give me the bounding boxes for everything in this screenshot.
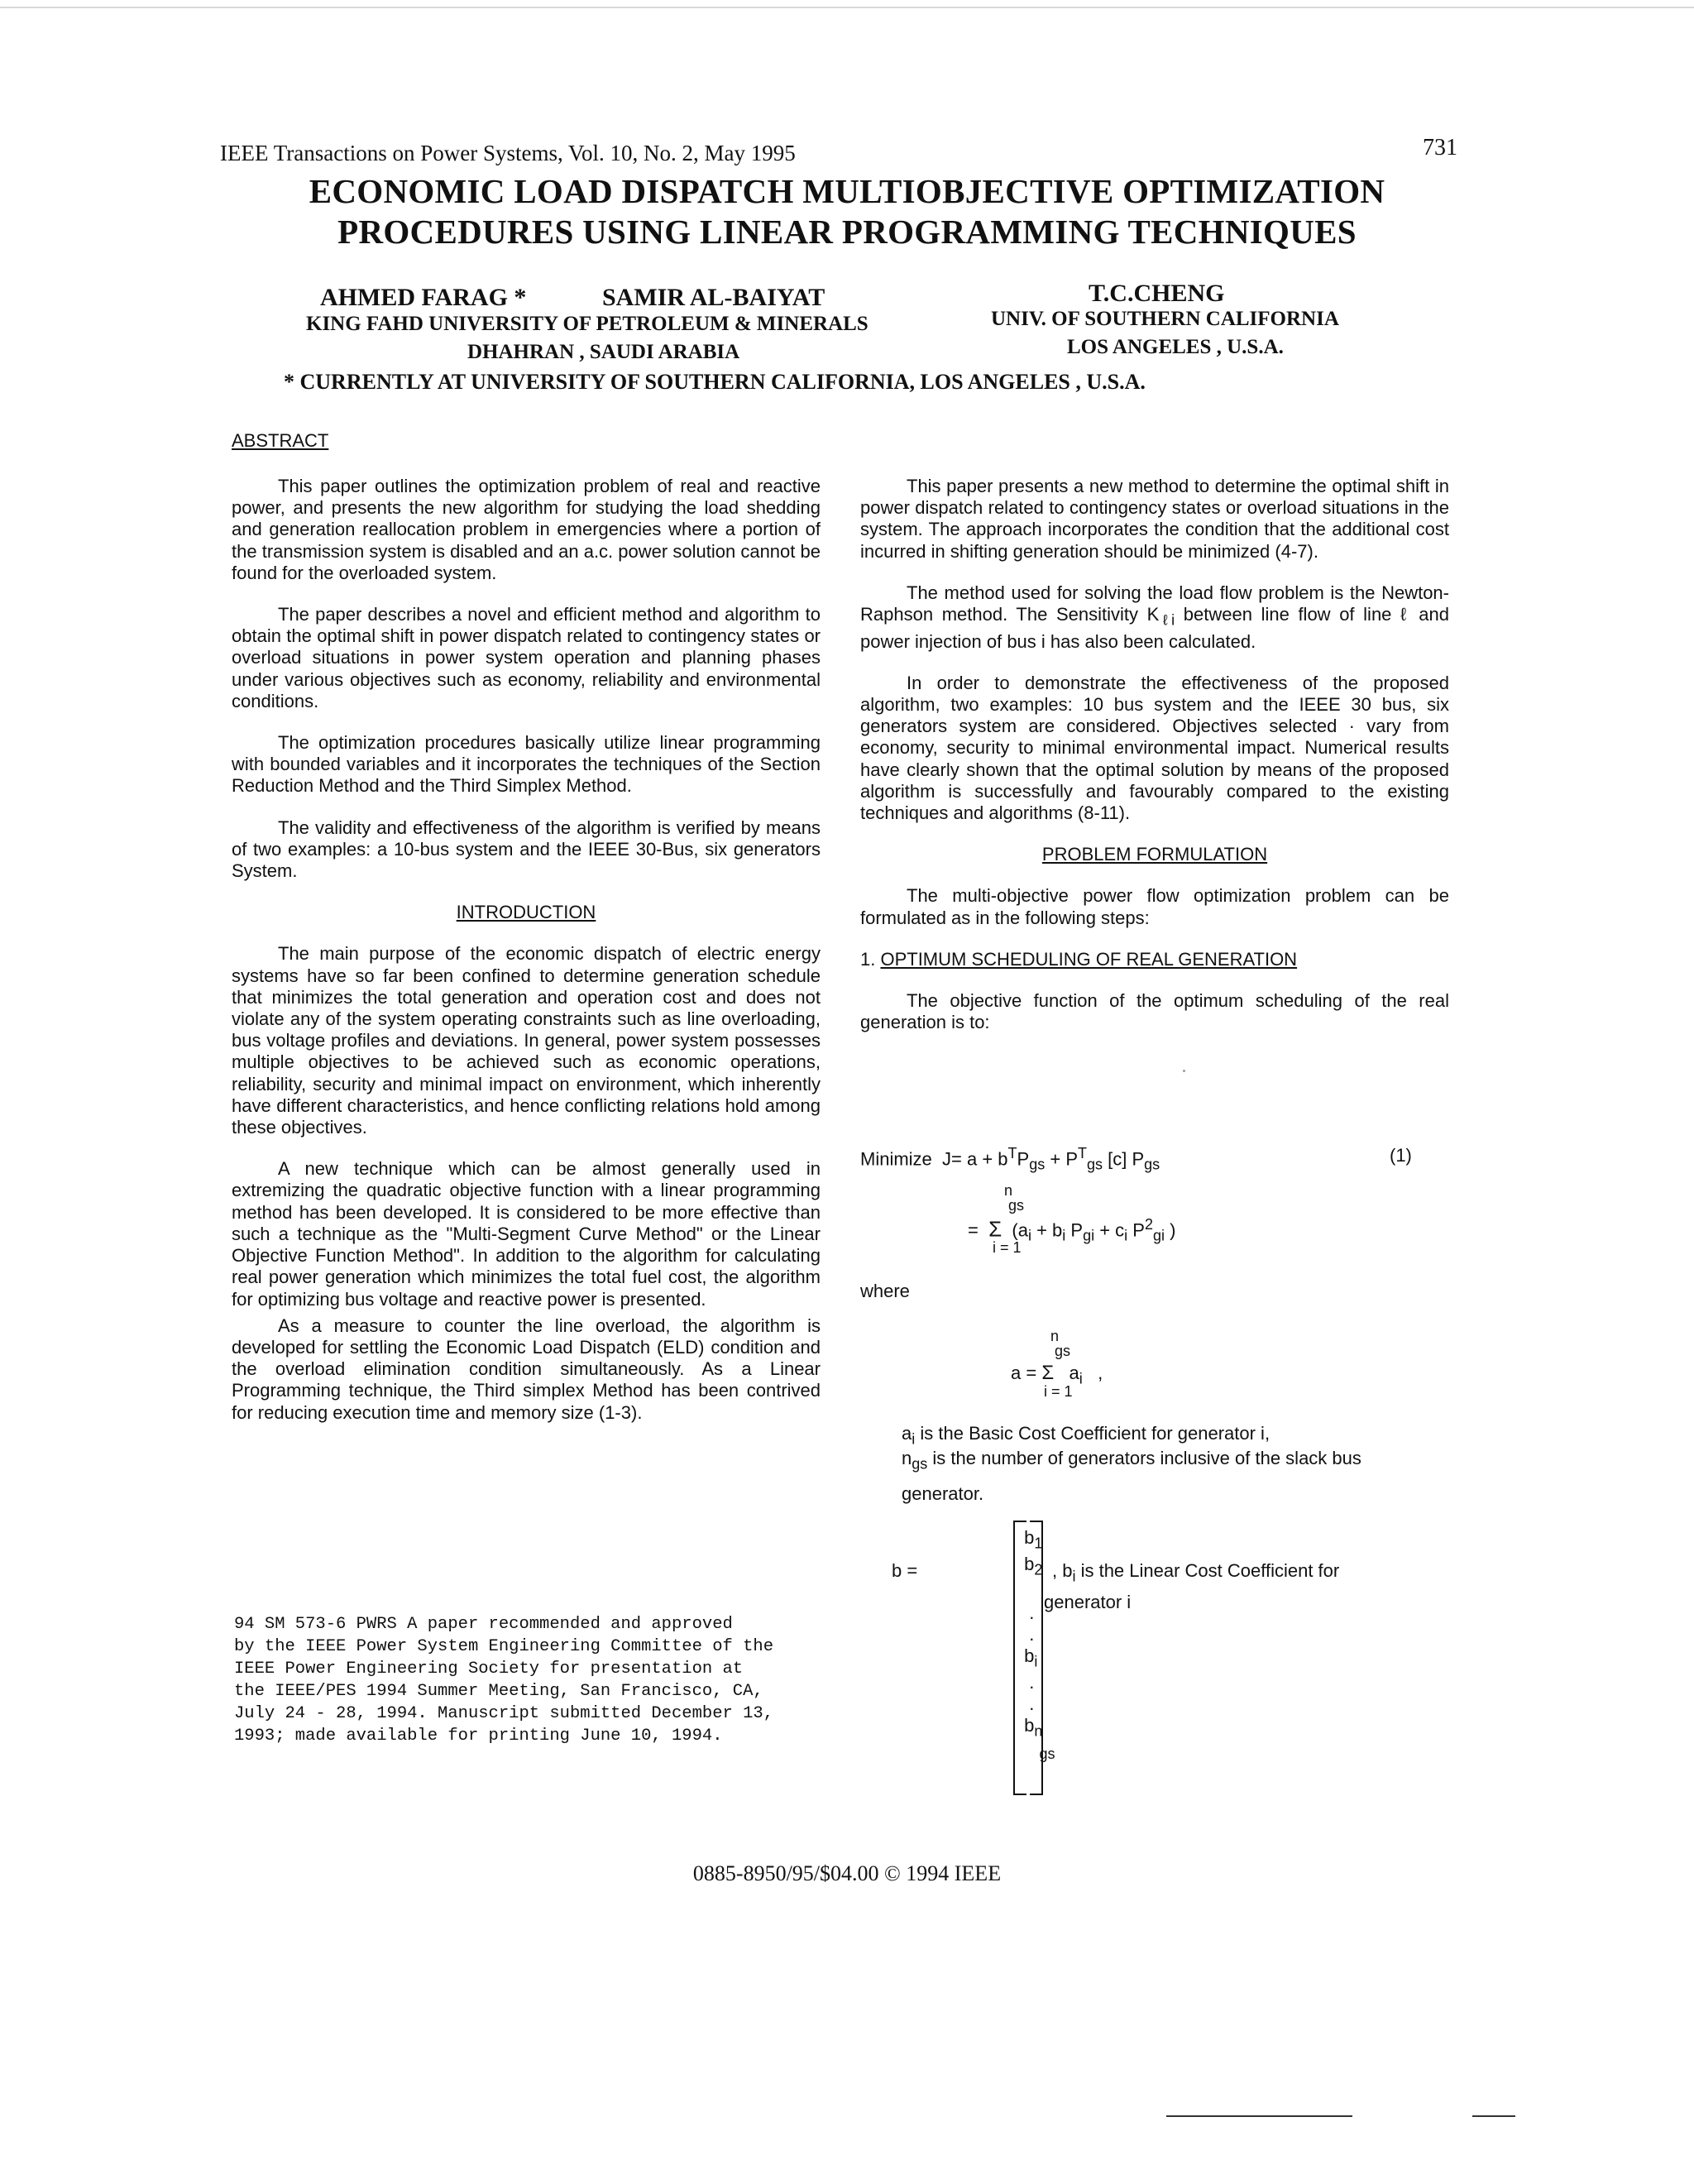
a-sum-lower-limit: i = 1 bbox=[1044, 1383, 1073, 1400]
equation-1-line-1: Minimize $J= a + b^TP_{gs} + P^T_{gs}$ [c] $P_{gs}$ bbox=[860, 1145, 1160, 1173]
problem-formulation-heading: PROBLEM FORMULATION bbox=[1041, 844, 1268, 865]
sum-upper-limit: n gs bbox=[1004, 1182, 1025, 1214]
affiliation-kfupm: KING FAHD UNIVERSITY OF PETROLEUM & MINERALS bbox=[306, 313, 869, 335]
sensitivity-text-b: between line flow of line ℓ and power injection of bus i has also been calculated. bbox=[860, 604, 1449, 652]
sensitivity-text-a: The method used for solving the load flow problem is the Newton-Raphson method. The Sensitivity K bbox=[860, 582, 1449, 625]
sensitivity-subscript: ℓi bbox=[1159, 611, 1175, 629]
ai-definition: $a_i$ is the Basic Cost Coefficient for generator i, bbox=[902, 1423, 1270, 1448]
abstract-heading: ABSTRACT bbox=[232, 430, 329, 451]
scan-rule-2 bbox=[1472, 2115, 1515, 2117]
step-1-heading: 1. OPTIMUM SCHEDULING OF REAL GENERATION bbox=[860, 948, 1298, 970]
right-paragraph-3: In order to demonstrate the effectiveness of the proposed algorithm, two examples: 10 bus system and the IEEE 30 bus, six generators system are considered. Objectives selected · vary from economy, security to minimal environmental impact. Numerical results have clearly shown that the optimal solution by means of the proposed algorithm is successfully and favourably compared to the existing techniques and algorithms (8-11). bbox=[860, 672, 1449, 824]
b-vector-label: b = bbox=[892, 1560, 918, 1581]
copyright-line: 0885-8950/95/$04.00 © 1994 IEEE bbox=[692, 1861, 1002, 1885]
introduction-heading: INTRODUCTION bbox=[456, 902, 596, 923]
a-sum-upper-limit: n gs bbox=[1050, 1328, 1071, 1359]
page-number: 731 bbox=[1423, 135, 1457, 160]
affiliation-usc: UNIV. OF SOUTHERN CALIFORNIA bbox=[991, 308, 1339, 330]
intro-paragraph-2: A new technique which can be almost generally used in extremizing the quadratic objective function with a linear programming method has been developed. It is considered to be more effective than such a technique as the "Multi-Segment Curve Method" or the Linear Objective Function Method". In addition to the algorithm for calculating real power generation which minimizes the total fuel cost, the algorithm for optimizing bus voltage and reactive power is presented. bbox=[232, 1158, 821, 1310]
right-paragraph-5: The objective function of the optimum scheduling of the real generation is to: bbox=[860, 990, 1449, 1033]
affiliation-los-angeles: LOS ANGELES , U.S.A. bbox=[1067, 336, 1284, 358]
abstract-paragraph-3: The optimization procedures basically utilize linear programming with bounded variables and it incorporates the techniques of the Section Reduction Method and the Third Simplex Method. bbox=[232, 732, 821, 797]
generator-word: generator. bbox=[902, 1483, 984, 1504]
author-al-baiyat: SAMIR AL-BAIYAT bbox=[602, 284, 825, 311]
author-cheng: T.C.CHENG bbox=[1089, 280, 1225, 307]
journal-header: IEEE Transactions on Power Systems, Vol. 10, No. 2, May 1995 bbox=[220, 141, 796, 165]
intro-paragraph-3: As a measure to counter the line overload, the algorithm is developed for settling the Economic Load Dispatch (ELD) condition and the overload elimination condition simultaneously. As a Linear Programming technique, the Third simplex Method has been contrived for reducing execution time and memory size (1-3). bbox=[232, 1315, 821, 1423]
manuscript-footnote: 94 SM 573-6 PWRS A paper recommended and approved by the IEEE Power System Engineering Committee of the IEEE Power Engineering Society for presentation at the IEEE/PES 1994 Summer Meeting, San Francisco, CA, July 24 - 28, 1994. Manuscript submitted December 13, 1993; made available for printing June 10, 1994. bbox=[234, 1615, 774, 1746]
ngs-definition: $n_{gs}$ is the number of generators inclusive of the slack bus bbox=[902, 1448, 1361, 1473]
right-column bbox=[860, 476, 1449, 1053]
equation-1-number: (1) bbox=[1390, 1145, 1412, 1166]
left-column bbox=[232, 476, 821, 1444]
affiliation-dhahran: DHAHRAN , SAUDI ARABIA bbox=[467, 341, 740, 363]
abstract-paragraph-1: This paper outlines the optimization problem of real and reactive power, and presents the new algorithm for studying the load shedding and generation reallocation problem in emergencies where a portion of the transmission system is disabled and an a.c. power solution cannot be found for the overloaded system. bbox=[232, 476, 821, 583]
intro-paragraph-1: The main purpose of the economic dispatch of electric energy systems have so far been confined to determine generation schedule that minimizes the total generation and operation cost and does not violate any of the system operating constraints such as line overloading, bus voltage profiles and deviations. In general, power system possesses multiple objectives to be achieved such as economic operations, reliability, security and minimal impact on environment, which inherently have different characteristics, and hence conflicting relations hold among these objectives. bbox=[232, 943, 821, 1138]
affiliation-note: * CURRENTLY AT UNIVERSITY OF SOUTHERN CALIFORNIA, LOS ANGELES , U.S.A. bbox=[284, 370, 1146, 394]
right-paragraph-2 bbox=[860, 582, 1449, 653]
bi-definition: , $b_i$ is the Linear Cost Coefficient for bbox=[1052, 1560, 1340, 1585]
abstract-paragraph-2: The paper describes a novel and efficient method and algorithm to obtain the optimal shift in power dispatch related to contingency states or overload situations in power system operation and planning phases under various objectives such as economy, reliability and environmental conditions. bbox=[232, 604, 821, 711]
abstract-paragraph-4: The validity and effectiveness of the algorithm is verified by means of two examples: a 10-bus system and the IEEE 30-Bus, six generators System. bbox=[232, 817, 821, 882]
author-farag: AHMED FARAG * bbox=[320, 284, 527, 311]
scan-speck bbox=[1183, 1070, 1185, 1072]
sum-lower-limit: i = 1 bbox=[993, 1239, 1022, 1256]
right-paragraph-4: The multi-objective power flow optimization problem can be formulated as in the following steps: bbox=[860, 885, 1449, 928]
right-paragraph-1: This paper presents a new method to determine the optimal shift in power dispatch related to contingency states or overload situations in the system. The approach incorporates the condition that the additional cost incurred in shifting generation should be minimized (4-7). bbox=[860, 476, 1449, 562]
b-vector-right-bracket bbox=[1030, 1521, 1043, 1795]
b-vector-entries: $b_1$ $b_2$ . . $b_i$ . . $b_n$ gs bbox=[1019, 1527, 1055, 1762]
paper-title-line-1: ECONOMIC LOAD DISPATCH MULTIOBJECTIVE OPTIMIZATION bbox=[309, 172, 1385, 210]
paper-title-line-2: PROCEDURES USING LINEAR PROGRAMMING TECHNIQUES bbox=[337, 213, 1357, 251]
bi-definition-cont: generator i bbox=[1044, 1592, 1132, 1612]
where-label: where bbox=[860, 1281, 910, 1301]
scan-top-line bbox=[0, 7, 1694, 8]
scan-rule-1 bbox=[1166, 2115, 1352, 2117]
a-sum-equation: a = Σ $a_i$ , bbox=[1011, 1362, 1103, 1387]
equation-1-line-2: = Σ ($a_i + b_i$ $P_{gi} + c_i$ $P^2_{gi}$ ) bbox=[968, 1216, 1176, 1244]
